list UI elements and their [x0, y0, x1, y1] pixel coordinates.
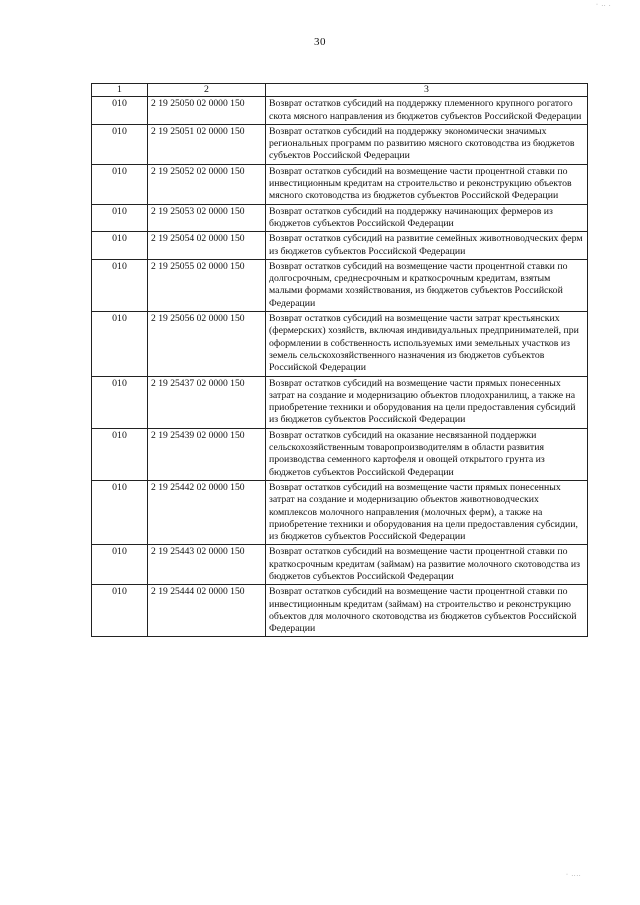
- income-description-cell: Возврат остатков субсидий на развитие семейных животноводческих ферм из бюджетов субъектов Российской Федерации: [266, 232, 588, 260]
- admin-code-cell: 010: [92, 204, 148, 232]
- table-row: [92, 585, 588, 637]
- income-description-cell: Возврат остатков субсидий на поддержку племенного крупного рогатого скота мясного направления из бюджетов субъектов Российской Федерации: [266, 97, 588, 125]
- admin-code-cell: 010: [92, 312, 148, 376]
- table-body: [92, 97, 588, 637]
- budget-code-cell: 2 19 25444 02 0000 150: [148, 585, 266, 637]
- table-row: [92, 204, 588, 232]
- budget-code-cell: 2 19 25054 02 0000 150: [148, 232, 266, 260]
- income-description-cell: Возврат остатков субсидий на возмещение части затрат крестьянских (фермерских) хозяйств, включая индивидуальных предпринимателей, при оформлении в собственность используемых ими земельных участков из земель сельскохозяйственного назначения из бюджетов субъектов Российской Федерации: [266, 312, 588, 376]
- table-row: [92, 124, 588, 164]
- budget-code-cell: 2 19 25442 02 0000 150: [148, 480, 266, 544]
- admin-code-cell: 010: [92, 164, 148, 204]
- income-description-cell: Возврат остатков субсидий на возмещение части процентной ставки по краткосрочным кредитам (займам) на развитие молочного скотоводства из бюджетов субъектов Российской Федерации: [266, 545, 588, 585]
- income-description-cell: Возврат остатков субсидий на возмещение части прямых понесенных затрат на создание и модернизацию объектов животноводческих комплексов молочного направления (молочных ферм), а также на приобретение техники и оборудования на цели предоставления субсидии, из бюджетов субъектов Российской Федерации: [266, 480, 588, 544]
- income-description-cell: Возврат остатков субсидий на возмещение части прямых понесенных затрат на создание и модернизацию объектов плодохранилищ, а также на приобретение техники и оборудования на цели предоставления субсидий из бюджетов субъектов Российской Федерации: [266, 376, 588, 428]
- admin-code-cell: 010: [92, 428, 148, 480]
- column-header-3: 3: [266, 84, 588, 97]
- table-row: [92, 545, 588, 585]
- admin-code-cell: 010: [92, 232, 148, 260]
- admin-code-cell: 010: [92, 259, 148, 311]
- admin-code-cell: 010: [92, 480, 148, 544]
- column-header-2: 2: [148, 84, 266, 97]
- scan-mark-bottom: · ....: [566, 872, 582, 878]
- table-header-row: [92, 84, 588, 97]
- table-row: [92, 376, 588, 428]
- scan-mark-top: · .. .: [596, 2, 612, 8]
- budget-code-cell: 2 19 25050 02 0000 150: [148, 97, 266, 125]
- table-row: [92, 428, 588, 480]
- table-row: [92, 259, 588, 311]
- table-row: [92, 312, 588, 376]
- income-description-cell: Возврат остатков субсидий на возмещение части процентной ставки по долгосрочным, среднесрочным и краткосрочным кредитам, взятым малыми формами хозяйствования, из бюджетов субъектов Российской Федерации: [266, 259, 588, 311]
- income-description-cell: Возврат остатков субсидий на поддержку начинающих фермеров из бюджетов субъектов Российской Федерации: [266, 204, 588, 232]
- column-header-1: 1: [92, 84, 148, 97]
- budget-code-cell: 2 19 25437 02 0000 150: [148, 376, 266, 428]
- budget-code-cell: 2 19 25056 02 0000 150: [148, 312, 266, 376]
- table-row: [92, 232, 588, 260]
- admin-code-cell: 010: [92, 585, 148, 637]
- income-description-cell: Возврат остатков субсидий на поддержку экономически значимых региональных программ по развитию мясного скотоводства из бюджетов субъектов Российской Федерации: [266, 124, 588, 164]
- budget-classification-table: [91, 83, 588, 637]
- table-row: [92, 480, 588, 544]
- budget-code-cell: 2 19 25055 02 0000 150: [148, 259, 266, 311]
- income-description-cell: Возврат остатков субсидий на оказание несвязанной поддержки сельскохозяйственным товаропроизводителям в области развития производства семенного картофеля и овощей открытого грунта из бюджетов субъектов Российской Федерации: [266, 428, 588, 480]
- income-description-cell: Возврат остатков субсидий на возмещение части процентной ставки по инвестиционным кредитам на строительство и реконструкцию объектов мясного скотоводства из бюджетов субъектов Российской Федерации: [266, 164, 588, 204]
- admin-code-cell: 010: [92, 376, 148, 428]
- admin-code-cell: 010: [92, 97, 148, 125]
- budget-code-cell: 2 19 25053 02 0000 150: [148, 204, 266, 232]
- table-row: [92, 97, 588, 125]
- income-description-cell: Возврат остатков субсидий на возмещение части процентной ставки по инвестиционным кредитам (займам) на строительство и реконструкцию объектов для молочного скотоводства из бюджетов субъектов Российской Федерации: [266, 585, 588, 637]
- admin-code-cell: 010: [92, 545, 148, 585]
- page-number: 30: [314, 36, 326, 48]
- table-row: [92, 164, 588, 204]
- budget-code-cell: 2 19 25439 02 0000 150: [148, 428, 266, 480]
- budget-code-cell: 2 19 25052 02 0000 150: [148, 164, 266, 204]
- budget-code-cell: 2 19 25051 02 0000 150: [148, 124, 266, 164]
- admin-code-cell: 010: [92, 124, 148, 164]
- budget-code-cell: 2 19 25443 02 0000 150: [148, 545, 266, 585]
